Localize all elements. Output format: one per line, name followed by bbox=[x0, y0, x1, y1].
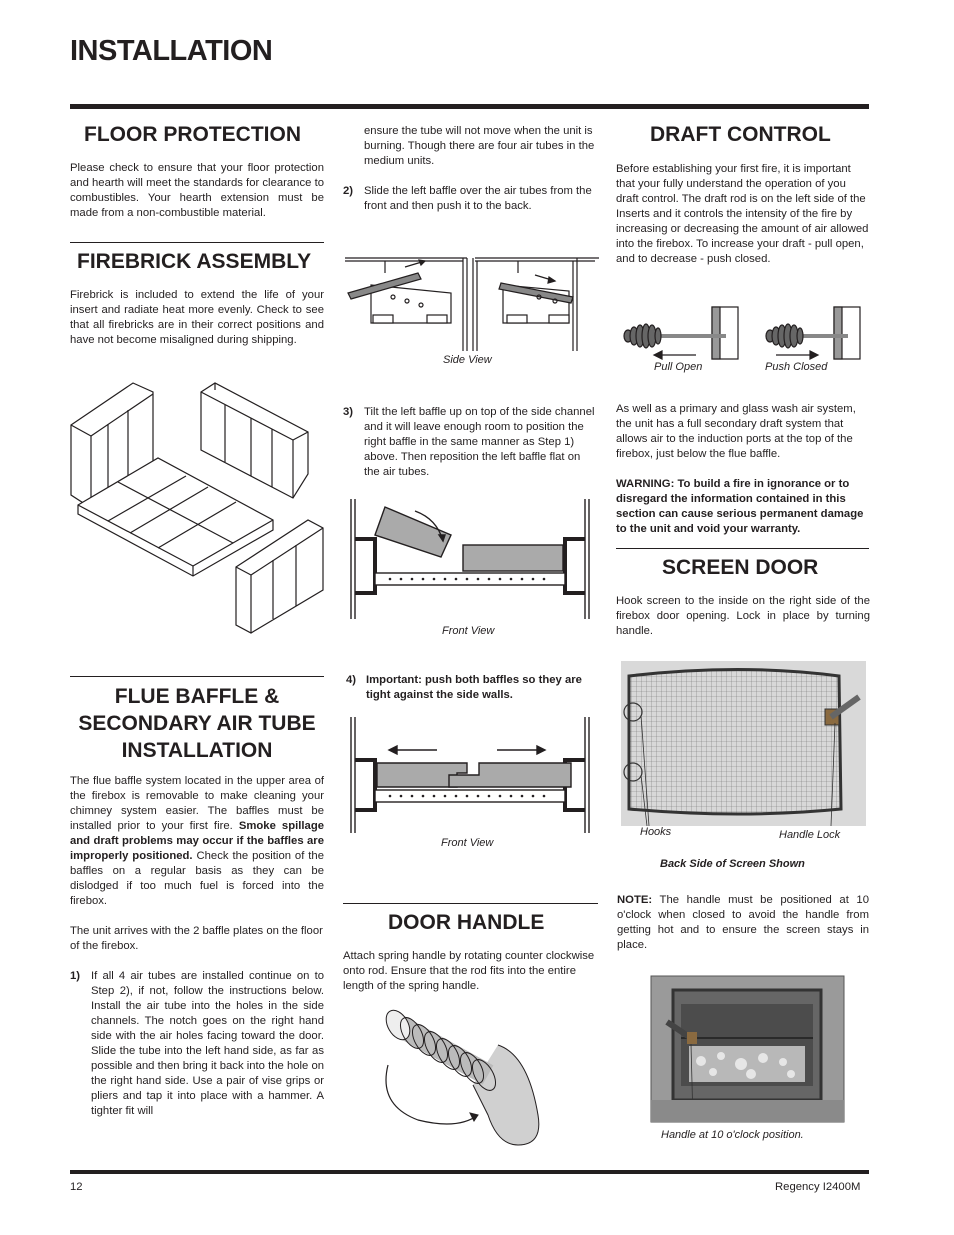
baffle-front-view-flat-illustration bbox=[345, 715, 595, 835]
page-number: 12 bbox=[70, 1181, 83, 1193]
handle-position-photo bbox=[651, 976, 844, 1122]
flue-baffle-heading-line2: SECONDARY AIR TUBE bbox=[78, 712, 316, 735]
divider bbox=[70, 676, 324, 677]
screen-door-text: Hook screen to the inside on the right side of the firebox door opening. Lock in place by turning handle. bbox=[616, 595, 870, 637]
door-handle-heading: DOOR HANDLE bbox=[388, 911, 545, 934]
step-2-number: 2) bbox=[343, 185, 354, 197]
model-name: Regency I2400M bbox=[775, 1181, 861, 1193]
front-view-caption-1: Front View bbox=[442, 625, 495, 637]
front-view-caption-2: Front View bbox=[441, 837, 494, 849]
pull-open-caption: Pull Open bbox=[654, 361, 703, 373]
handle-photo-caption: Handle at 10 o'clock position. bbox=[661, 1129, 804, 1141]
draft-warning: WARNING: To build a fire in ignorance or to disregard the information contained in this section can cause serious permanent damage to the unit and void your warranty. bbox=[616, 478, 864, 535]
firebrick-heading: FIREBRICK ASSEMBLY bbox=[77, 250, 312, 273]
divider bbox=[616, 548, 869, 549]
screen-door-heading: SCREEN DOOR bbox=[662, 556, 819, 579]
screen-door-note bbox=[617, 893, 869, 953]
step-2-text: Slide the left baffle over the air tubes from the front and then push it to the back. bbox=[364, 185, 592, 212]
hooks-caption: Hooks bbox=[640, 826, 672, 838]
flue-baffle-text bbox=[70, 774, 324, 909]
step-4-text: Important: push both baffles so they are tight against the side walls. bbox=[366, 674, 582, 701]
step-3-number: 3) bbox=[343, 406, 354, 418]
flue-baffle-warning: Smoke spillage and draft problems may occur if the baffles are improperly positioned. bbox=[70, 820, 324, 862]
footer-rule bbox=[70, 1170, 869, 1174]
note-text: The handle must be positioned at 10 o'clock when closed to avoid the handle from getting hot and to ensure the screen stays in place. bbox=[617, 894, 869, 951]
flue-baffle-text-c: Check the position of the baffles on a regular basis as they can be dislodged if too much fuel is forced into the firebox. bbox=[70, 850, 324, 907]
draft-control-text-2: As well as a primary and glass wash air system, the unit has a full secondary draft system that allows air to the induction ports at the top of the firebox, just below the flue baffle. bbox=[616, 403, 856, 460]
step-1-number: 1) bbox=[70, 970, 81, 982]
firebrick-illustration bbox=[68, 380, 328, 635]
flue-baffle-text-2: The unit arrives with the 2 baffle plates on the floor of the firebox. bbox=[70, 925, 323, 952]
step-4-number: 4) bbox=[346, 674, 357, 686]
flue-baffle-heading-line3: INSTALLATION bbox=[121, 739, 273, 762]
divider bbox=[70, 242, 324, 243]
baffle-side-view-illustration bbox=[343, 255, 603, 355]
floor-protection-text: Please check to ensure that your floor protection and hearth will meet the standards for clearance to combustibles. Your hearth extension must be made from a non-combustible material. bbox=[70, 162, 324, 219]
side-view-caption: Side View bbox=[443, 354, 492, 366]
step-3 bbox=[343, 405, 599, 480]
note-label: NOTE: bbox=[617, 894, 653, 906]
flue-baffle-heading-line1: FLUE BAFFLE & bbox=[114, 685, 280, 708]
step-1 bbox=[70, 969, 324, 1119]
push-closed-caption: Push Closed bbox=[765, 361, 828, 373]
draft-control-text: Before establishing your first fire, it is important that your fully understand the operation of you draft control. The draft rod is on the left side of the Inserts and it controls the intensity of the fire by increasing or decreasing the amount of air allowed into the firebox. To increase your draft - pull open, and to decrease - push closed. bbox=[616, 163, 869, 265]
step-3-text: Tilt the left baffle up on top of the side channel and it will leave enough room to position the right baffle in the same manner as Step 1) above. Then reposition the left baffle flat on the air tubes. bbox=[364, 406, 595, 478]
flue-baffle-text-a: The flue baffle system located in the upper area of the firebox is removable to make cleaning your chimney system easier. The baffles must be installed prior to your first fire. bbox=[70, 775, 324, 832]
draft-rod-illustration bbox=[616, 305, 866, 365]
floor-protection-heading: FLOOR PROTECTION bbox=[84, 123, 301, 146]
step-1-text: If all 4 air tubes are installed continue on to Step 2), if not, follow the instructions below. Install the air tube into the holes in the side channels. The notch goes on the right hand side with the air holes facing toward the door. Slide the tube into the left hand side, as far as possible and then bring it back into the hole on the right hand side. Use a pair of vise grips or pliers and tap it into place with a hammer. A tighter fit will bbox=[91, 970, 325, 1117]
door-handle-text: Attach spring handle by rotating counter clockwise onto rod. Ensure that the rod fits into the entire length of the spring handle. bbox=[343, 950, 595, 992]
handle-lock-caption: Handle Lock bbox=[779, 829, 841, 841]
back-side-caption: Back Side of Screen Shown bbox=[660, 858, 805, 870]
step-4 bbox=[346, 673, 600, 703]
header-rule bbox=[70, 104, 869, 109]
flue-baffle-heading bbox=[70, 683, 324, 764]
step-2 bbox=[343, 184, 599, 214]
firebrick-text: Firebrick is included to extend the life of your insert and radiate heat more evenly. Check to see that all firebricks are in their correct positions and have not become misaligned during shipping. bbox=[70, 289, 324, 346]
spring-handle-illustration bbox=[378, 1005, 548, 1155]
baffle-front-view-tilted-illustration bbox=[345, 497, 595, 622]
draft-control-heading: DRAFT CONTROL bbox=[650, 123, 831, 146]
screen-back-photo bbox=[621, 661, 866, 826]
page-title: INSTALLATION bbox=[70, 35, 273, 67]
step-1-continued: ensure the tube will not move when the unit is burning. Though there are four air tubes in the medium units. bbox=[364, 125, 595, 167]
divider bbox=[343, 903, 598, 904]
